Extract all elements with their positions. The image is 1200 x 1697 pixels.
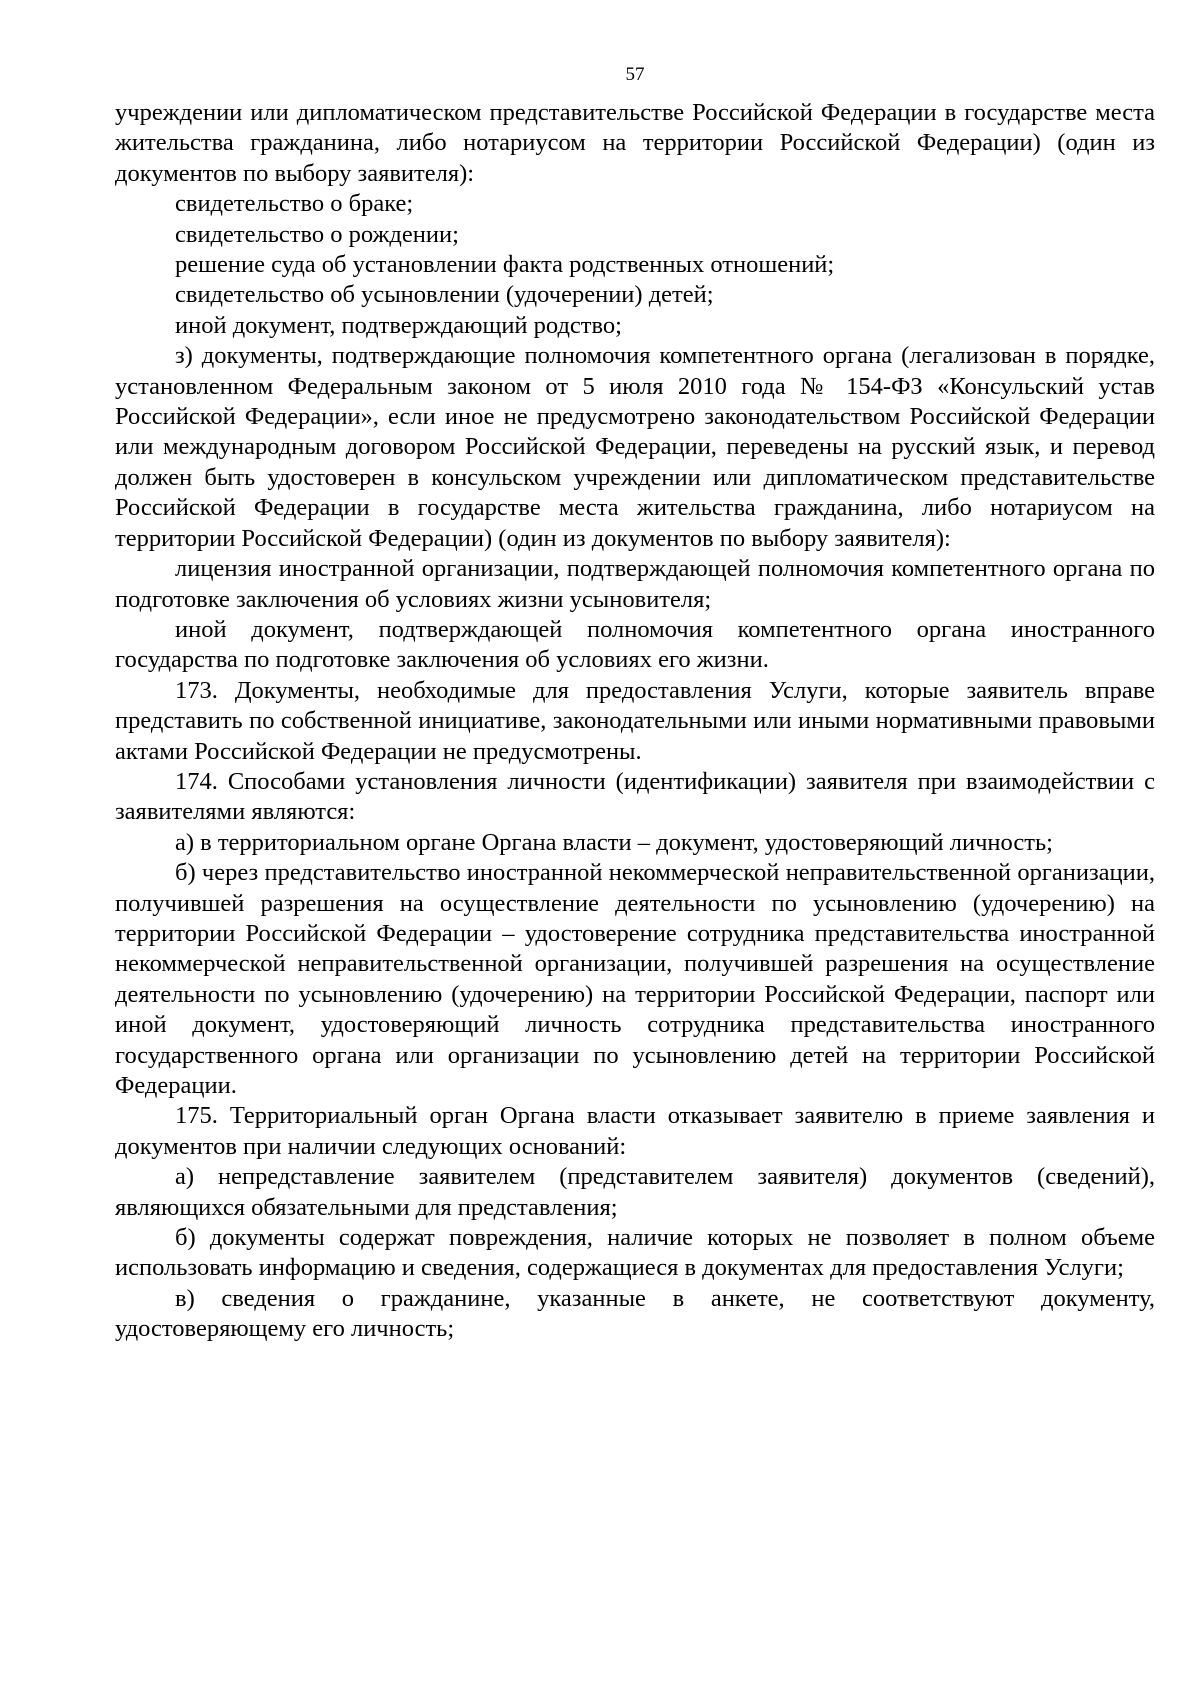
paragraph-item-z: з) документы, подтверждающие полномочия компетентного органа (легализован в порядке, установленном Федеральным законом от 5 июля 2010 года № 154-ФЗ «Консульский устав Российской Федерации», если иное не предусмотрено законодательством Российской Федерации или международным договором Российской Федерации, переведены на русский язык, и перевод должен быть удостоверен в консульском учреждении или дипломатическом представительстве Российской Федерации в государстве места жительства гражданина, либо нотариусом на территории Российской Федерации) (один из документов по выбору заявителя): [115,342,1155,552]
list-item-other-kinship-document: иной документ, подтверждающий родство; [175,311,622,339]
list-item-other-authority-document: иной документ, подтверждающей полномочия компетентного органа иностранного государства по подготовке заключения об условиях его жизни. [115,615,1155,674]
paragraph-continuation: учреждении или дипломатическом представительстве Российской Федерации в государстве места жительства гражданина, либо нотариусом на территории Российской Федерации) (один из документов по выбору заявителя): [115,99,1155,187]
paragraph-174-b: б) через представительство иностранной некоммерческой неправительственной организации, получившей разрешения на осуществление деятельности по усыновлению (удочерению) на территории Российской Федерации – удостоверение сотрудника представительства иностранной некоммерческой неправительственной организации, получившей разрешения на осуществление деятельности по усыновлению (удочерению) на территории Российской Федерации, паспорт или иной документ, удостоверяющий личность сотрудника представительства иностранного государственного органа или организации по усыновлению детей на территории Российской Федерации. [115,859,1155,1099]
paragraph-175-v: в) сведения о гражданине, указанные в анкете, не соответствуют документу, удостоверяющему его личность; [115,1284,1155,1343]
list-item-license: лицензия иностранной организации, подтверждающей полномочия компетентного органа по подготовке заключения об условиях жизни усыновителя; [115,555,1155,613]
list-item-court-decision: решение суда об установлении факта родственных отношений; [175,251,835,279]
document-page [115,60,1155,1345]
paragraph-175-a: а) непредставление заявителем (представителем заявителя) документов (сведений), являющихся обязательными для представления; [115,1163,1155,1221]
paragraph-174: 174. Способами установления личности (идентификации) заявителя при взаимодействии с заявителями являются: [115,767,1155,826]
paragraph-173: 173. Документы, необходимые для предоставления Услуги, которые заявитель вправе представить по собственной инициативе, законодательными или иными нормативными правовыми актами Российской Федерации не предусмотрены. [115,676,1155,765]
page-number: 57 [625,64,645,85]
paragraph-175: 175. Территориальный орган Органа власти отказывает заявителю в приеме заявления и документов при наличии следующих оснований: [115,1102,1155,1160]
list-item-adoption-certificate: свидетельство об усыновлении (удочерении) детей; [175,281,714,309]
list-item-marriage-certificate: свидетельство о браке; [175,190,414,218]
list-item-birth-certificate: свидетельство о рождении; [175,220,459,248]
paragraph-174-a: а) в территориальном органе Органа власти – документ, удостоверяющий личность; [175,828,1053,856]
paragraph-175-b: б) документы содержат повреждения, наличие которых не позволяет в полном объеме использовать информацию и сведения, содержащиеся в документах для предоставления Услуги; [115,1224,1155,1282]
